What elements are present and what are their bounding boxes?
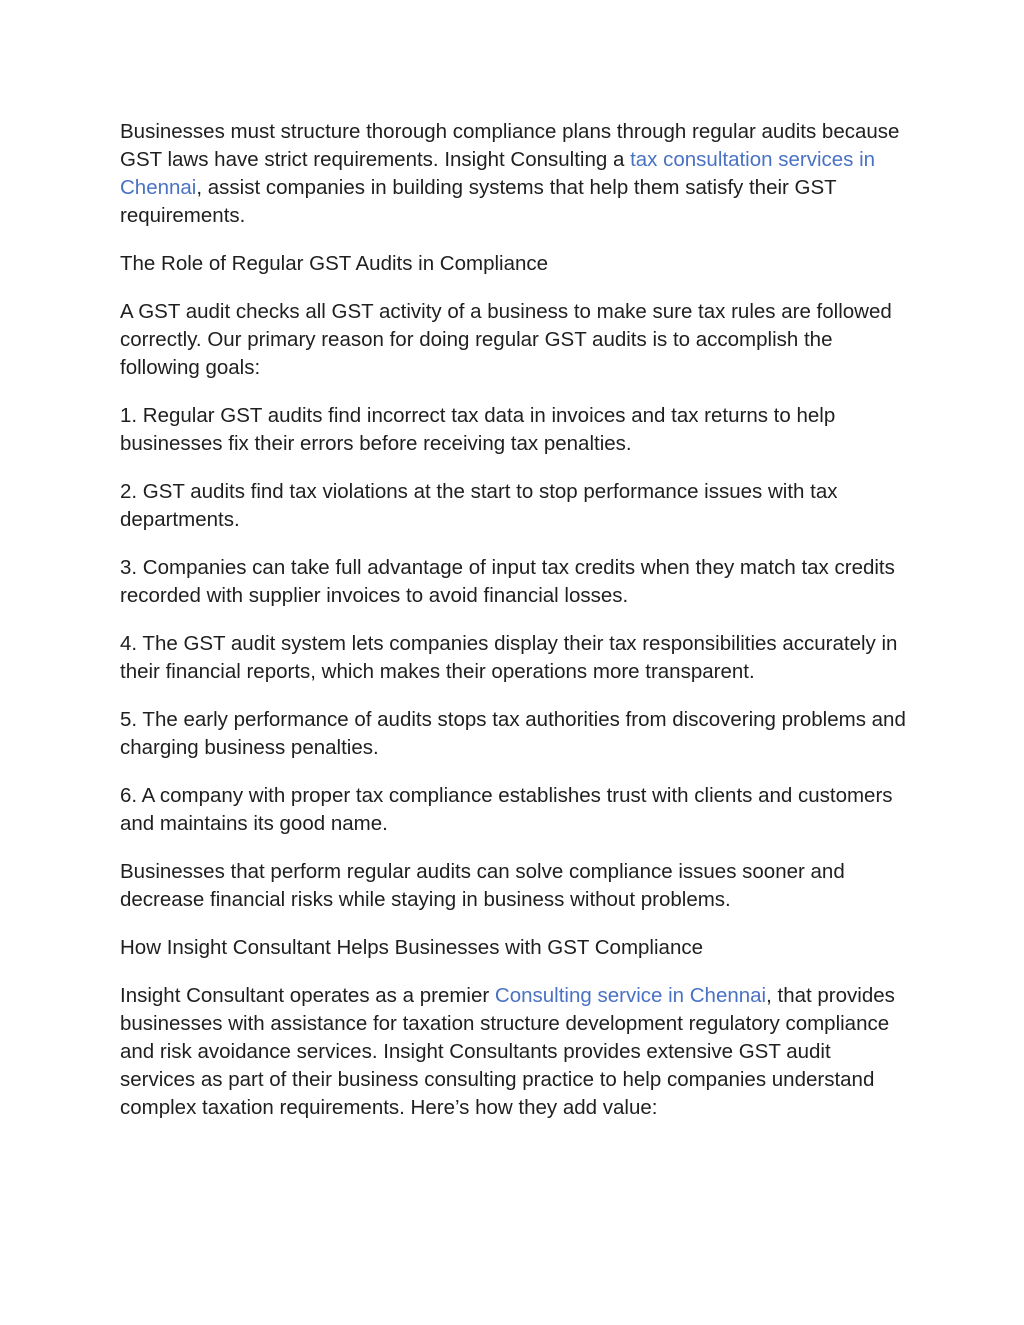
insight-consultant-paragraph	[120, 982, 910, 1122]
goal-item-2: 2. GST audits find tax violations at the start to stop performance issues with tax departments.	[120, 480, 838, 531]
goal-item-4: 4. The GST audit system lets companies display their tax responsibilities accurately in their financial reports, which makes their operations more transparent.	[120, 632, 898, 683]
goal-item-5: 5. The early performance of audits stops tax authorities from discovering problems and charging business penalties.	[120, 708, 906, 759]
intro-paragraph	[120, 118, 910, 230]
intro-text-before: Businesses must structure thorough compliance plans through regular audits because GST laws have strict requirements. Insight Consulting a	[120, 120, 900, 171]
intro-text-after: , assist companies in building systems that help them satisfy their GST requirements.	[120, 176, 837, 227]
insight-text-before: Insight Consultant operates as a premier	[120, 984, 495, 1007]
summary-paragraph: Businesses that perform regular audits can solve compliance issues sooner and decrease financial risks while staying in business without problems.	[120, 860, 845, 911]
document-page	[120, 118, 910, 1142]
consulting-service-link[interactable]: Consulting service in Chennai	[494, 984, 767, 1007]
section-heading-role-of-audits: The Role of Regular GST Audits in Compliance	[120, 252, 549, 275]
audit-definition-paragraph: A GST audit checks all GST activity of a business to make sure tax rules are followed correctly. Our primary reason for doing regular GST audits is to accomplish the following goals:	[120, 300, 892, 379]
section-heading-how-insight-helps: How Insight Consultant Helps Businesses with GST Compliance	[120, 936, 703, 959]
goal-item-6: 6. A company with proper tax compliance establishes trust with clients and customers and maintains its good name.	[120, 784, 893, 835]
goal-item-3: 3. Companies can take full advantage of input tax credits when they match tax credits recorded with supplier invoices to avoid financial losses.	[120, 556, 895, 607]
insight-text-after: , that provides businesses with assistance for taxation structure development regulatory compliance and risk avoidance services. Insight Consultants provides extensive GST audit services as part of their business consulting practice to help companies understand complex taxation requirements. Here’s how they add value:	[120, 984, 895, 1119]
goal-item-1: 1. Regular GST audits find incorrect tax data in invoices and tax returns to help businesses fix their errors before receiving tax penalties.	[120, 404, 836, 455]
tax-consultation-link[interactable]: tax consultation services in Chennai	[120, 148, 876, 199]
